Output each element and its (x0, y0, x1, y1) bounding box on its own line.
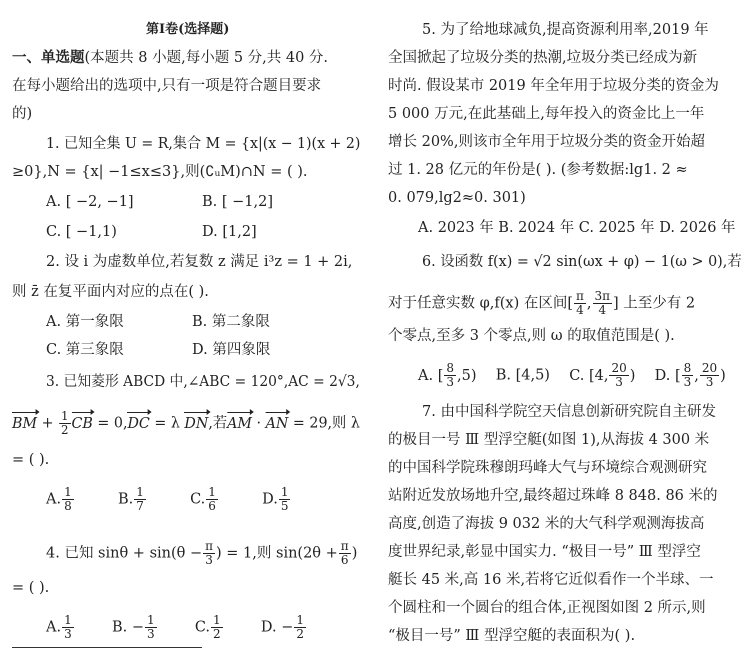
fraction-denominator: 3 (683, 375, 692, 389)
section-intro-line-2: 在每小题给出的选项中,只有一项是符合题目要求 (12, 78, 322, 94)
option-d-label: D. − (260, 619, 294, 636)
fraction-numerator: 20 (611, 361, 627, 375)
option-b-fraction (145, 614, 157, 641)
option-b-label: B. (117, 491, 134, 508)
option-c (569, 361, 636, 389)
question-2-line-2: 则 z̄ 在复平面内对应的点在( ). (12, 284, 209, 300)
equation-text: = 0, (92, 415, 128, 432)
question-5-line-1: 5. 为了给地球减负,提高资源利用率,2019 年 (422, 22, 709, 38)
equation-text: 对于任意实数 φ,f(x) 在区间[ (388, 295, 573, 312)
fraction-numerator: 1 (296, 613, 305, 627)
footnote-divider (12, 647, 202, 648)
equation-text: 4. 已知 sinθ + sin(θ − (46, 545, 203, 562)
right-column (388, 0, 742, 653)
fraction-denominator: 7 (136, 499, 144, 513)
question-6-line-2 (388, 290, 695, 317)
option-a-fraction (62, 614, 74, 641)
fraction-denominator: 2 (213, 627, 221, 641)
question-7-line-7: 艇长 45 米,高 16 米,若将它近似看作一个半球、一 (388, 572, 714, 588)
option-d-fraction (294, 614, 306, 641)
question-5-line-6: 过 1. 28 亿元的年份是( ). (参考数据:lg1. 2 ≈ (388, 162, 688, 178)
equation-text: , (586, 295, 592, 312)
vector-an: AN (265, 415, 289, 432)
question-6-line-1: 6. 设函数 f(x) = √2 sin(ωx + φ) − 1(ω > 0),若 (422, 254, 742, 270)
option-text: D. [ (654, 367, 681, 384)
question-7-line-9: “极目一号” Ⅲ 型浮空艇的表面积为( ). (388, 628, 636, 644)
question-4-line-1 (46, 540, 357, 567)
fraction-denominator: 3 (615, 375, 623, 389)
option-text: ) (720, 367, 726, 384)
option-a-fraction (444, 362, 456, 389)
question-1-option-d: D. [1,2] (202, 224, 257, 240)
option-text: , (694, 367, 699, 384)
option-a-label: A. (46, 491, 62, 508)
option-a-label: A. (46, 619, 62, 636)
fraction-numerator: 1 (213, 613, 221, 627)
fraction-denominator: 4 (576, 303, 584, 317)
option-d-fraction-2 (700, 362, 719, 389)
fraction-denominator: 2 (61, 423, 69, 437)
question-7-line-5: 高度,创造了海拔 9 032 米的大气科学观测海拔高 (388, 516, 705, 532)
option-d-label: D. (262, 491, 278, 508)
fraction-numerator: 1 (146, 613, 155, 627)
vector-am: AM (227, 415, 253, 432)
fraction-numerator: 3π (594, 289, 611, 303)
option-text: ) (629, 367, 636, 384)
question-6-line-3: 个零点,至多 3 个零点,则 ω 的取值范围是( ). (388, 328, 675, 344)
question-7-line-6: 度世界纪录,彰显中国实力. “极目一号” Ⅲ 型浮空 (388, 544, 701, 560)
option-text: ,5) (457, 367, 477, 384)
section-intro-text-1: (本题共 8 小题,每小题 5 分,共 40 分. (84, 50, 329, 66)
question-1-line-1: 1. 已知全集 U = R,集合 M = {x|(x − 1)(x + 2) (46, 136, 361, 152)
fraction-numerator: π (576, 289, 584, 303)
fraction-pi-over-6 (339, 540, 351, 567)
fraction-denominator: 3 (64, 627, 72, 641)
question-3-line-3: = ( ). (12, 452, 50, 468)
question-5-line-7: 0. 079,lg2≈0. 301) (388, 190, 526, 206)
option-a-fraction (62, 486, 74, 513)
equation-text: = λ (149, 415, 185, 432)
fraction-numerator: 1 (64, 485, 72, 499)
fraction-denominator: 4 (598, 303, 607, 317)
question-7-line-2: 的极目一号 Ⅲ 型浮空艇(如图 1),从海拔 4 300 米 (388, 432, 710, 448)
question-4-options (46, 614, 307, 641)
fraction-denominator: 2 (296, 627, 305, 641)
equation-text: ) = 1,则 sin(2θ + (216, 545, 338, 562)
fraction-pi-over-3 (203, 540, 215, 567)
fraction-numerator: π (205, 539, 214, 553)
fraction-numerator: 1 (61, 409, 69, 423)
question-1-option-b: B. [ −1,2] (202, 194, 274, 210)
option-b-label: B. − (111, 619, 144, 636)
fraction-numerator: 1 (280, 485, 289, 499)
equation-text: ] 上至少有 2 (613, 295, 696, 312)
question-5-options: A. 2023 年 B. 2024 年 C. 2025 年 D. 2026 年 (418, 220, 736, 236)
equation-text: ,若 (208, 415, 228, 432)
vector-dn: DN (184, 415, 209, 432)
option-d-fraction-1 (682, 362, 694, 389)
question-5-line-5: 增长 20%,则该市全年用于垃圾分类的资金开始超 (388, 134, 705, 150)
fraction-numerator: π (340, 539, 349, 553)
fraction-denominator: 3 (705, 375, 714, 389)
option-d (654, 361, 726, 389)
question-7-line-4: 站附近发放场地升空,最终超过珠峰 8 848. 86 米的 (388, 488, 718, 504)
question-6-options (418, 362, 726, 389)
question-3-line-1: 3. 已知菱形 ABCD 中,∠ABC = 120°,AC = 2√3, (46, 374, 360, 390)
fraction-denominator: 5 (280, 499, 289, 513)
fraction-numerator: 8 (683, 361, 692, 375)
dot-product-sign: · (252, 415, 266, 432)
section-intro-line-1 (12, 48, 328, 68)
fraction-numerator: 1 (208, 485, 216, 499)
left-column (12, 0, 360, 653)
question-2-option-c: C. 第三象限 (46, 342, 124, 358)
fraction-pi-over-4 (574, 290, 586, 317)
fraction-one-half (59, 410, 70, 437)
option-a (418, 361, 477, 389)
fraction-denominator: 8 (64, 499, 72, 513)
option-text: A. [ (418, 367, 444, 384)
option-text: C. [4, (569, 367, 609, 384)
question-2-option-b: B. 第二象限 (192, 314, 270, 330)
vector-dc: DC (127, 415, 150, 432)
section-label: 一、单选题 (12, 49, 85, 66)
fraction-denominator: 3 (446, 375, 454, 389)
question-5-line-4: 5 000 万元,在此基础上,每年投入的资金比上一年 (388, 106, 705, 122)
fraction-denominator: 6 (208, 499, 216, 513)
question-2-option-a: A. 第一象限 (46, 314, 124, 330)
fraction-numerator: 8 (446, 361, 454, 375)
fraction-numerator: 20 (701, 361, 718, 375)
question-7-line-3: 的中国科学院珠穆朗玛峰大气与环境综合观测研究 (388, 460, 707, 476)
question-5-line-2: 全国掀起了垃圾分类的热潮,垃圾分类已经成为新 (388, 50, 698, 66)
question-2-line-1: 2. 设 i 为虚数单位,若复数 z 满足 i³z = 1 + 2i, (46, 254, 353, 270)
equation-text: = 29,则 λ (288, 415, 360, 432)
vector-bm: BM (12, 415, 38, 432)
option-b: B. [4,5) (495, 367, 550, 384)
question-3-line-2 (12, 410, 360, 437)
question-3-options (46, 486, 291, 513)
question-7-line-1: 7. 由中国科学院空天信息创新研究院自主研发 (422, 404, 716, 420)
vector-cb: CB (71, 415, 93, 432)
option-b-fraction (134, 486, 146, 513)
equation-text: ) (351, 545, 358, 562)
option-c-label: C. (194, 619, 211, 636)
fraction-numerator: 1 (64, 613, 72, 627)
option-c-fraction (609, 362, 628, 389)
question-7-line-8: 个圆柱和一个圆台的组合体,正视图如图 2 所示,则 (388, 600, 706, 616)
volume-title: 第Ⅰ卷(选择题) (146, 22, 230, 37)
question-1-line-2: ≥0},N = {x| −1≤x≤3},则(∁ᵤM)∩N = ( ). (12, 164, 308, 180)
section-intro-line-3: 的) (12, 106, 33, 122)
fraction-denominator: 3 (146, 627, 155, 641)
option-c-label: C. (190, 491, 206, 508)
plus-sign: + (37, 415, 59, 432)
fraction-denominator: 6 (340, 553, 349, 567)
question-2-option-d: D. 第四象限 (192, 342, 271, 358)
fraction-numerator: 1 (136, 485, 144, 499)
question-1-option-c: C. [ −1,1) (46, 224, 117, 240)
option-c-fraction (206, 486, 218, 513)
question-4-line-2: = ( ). (12, 580, 50, 596)
fraction-3pi-over-4 (593, 290, 613, 317)
option-c-fraction (211, 614, 223, 641)
fraction-denominator: 3 (205, 553, 213, 567)
option-d-fraction (279, 486, 291, 513)
question-1-option-a: A. [ −2, −1] (46, 194, 134, 210)
question-5-line-3: 时尚. 假设某市 2019 年全年用于垃圾分类的资金为 (388, 78, 719, 94)
